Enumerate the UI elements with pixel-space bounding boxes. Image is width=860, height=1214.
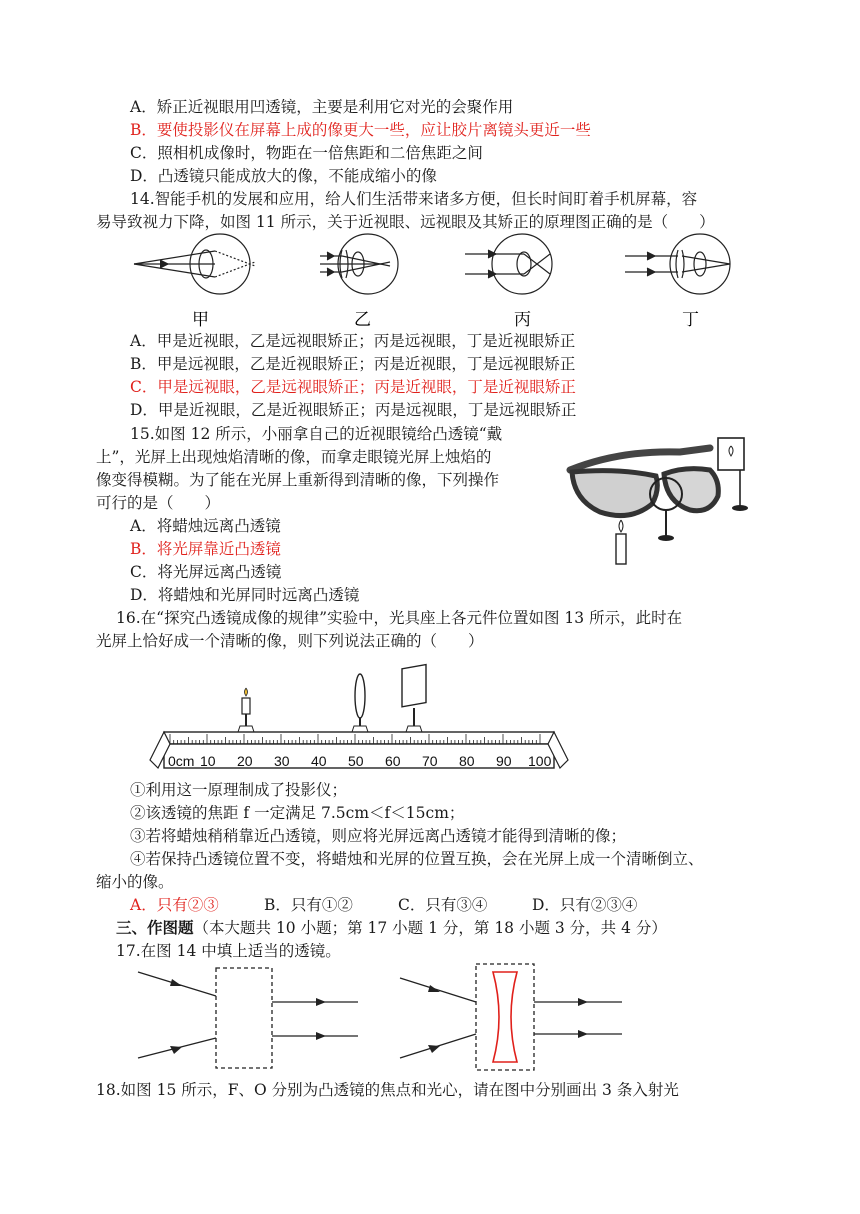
ruler-label-100: 100 xyxy=(528,753,552,769)
q14-option-c-answer: C．甲是远视眼，乙是远视眼矫正；丙是近视眼，丁是近视眼矫正 xyxy=(130,378,576,396)
ruler-label-10: 10 xyxy=(200,753,216,769)
q14-option-a: A．甲是近视眼，乙是远视眼矫正；丙是远视眼，丁是近视眼矫正 xyxy=(130,332,576,350)
q13-option-c: C．照相机成像时，物距在一倍焦距和二倍焦距之间 xyxy=(130,144,483,162)
q14-option-b: B．甲是远视眼，乙是近视眼矫正；丙是近视眼，丁是远视眼矫正 xyxy=(130,355,576,373)
q15-option-a: A．将蜡烛远离凸透镜 xyxy=(130,517,281,535)
eye-diagram-ding xyxy=(625,234,730,294)
figure-label-bing: 丙 xyxy=(514,310,531,330)
eye-diagram-jia xyxy=(134,234,255,294)
q16-statement-1: ①利用这一原理制成了投影仪； xyxy=(130,781,348,799)
ruler-label-90: 90 xyxy=(496,753,512,769)
q15-option-c: C．将光屏远离凸透镜 xyxy=(130,563,282,581)
ruler-label-60: 60 xyxy=(385,753,401,769)
q15-option-b-answer: B．将光屏靠近凸透镜 xyxy=(130,540,281,558)
figure-14-lens-boxes xyxy=(130,962,630,1077)
figure-13-optical-bench xyxy=(140,668,590,778)
figure-label-ding: 丁 xyxy=(682,310,699,330)
section-heading xyxy=(116,917,667,939)
q18-stem: 18.如图 15 所示，F、O 分别为凸透镜的焦点和光心，请在图中分别画出 3 条入射光 xyxy=(96,1081,679,1099)
ruler-label-0: 0cm xyxy=(168,753,195,769)
figure-label-jia: 甲 xyxy=(192,310,209,330)
eye-diagram-yi xyxy=(320,234,398,294)
q17-stem: 17.在图 14 中填上适当的透镜。 xyxy=(116,942,341,960)
q16-statement-3: ③若将蜡烛稍稍靠近凸透镜，则应将光屏远离凸透镜才能得到清晰的像； xyxy=(130,827,627,845)
figure-label-yi: 乙 xyxy=(354,310,371,330)
q16-statement-4-line2: 缩小的像。 xyxy=(96,873,174,891)
q16-option-c: C．只有③④ xyxy=(398,896,488,914)
q16-statement-4-line1: ④若保持凸透镜位置不变，将蜡烛和光屏的位置互换，会在光屏上成一个清晰倒立、 xyxy=(130,850,704,868)
q15-option-d: D．将蜡烛和光屏同时远离凸透镜 xyxy=(130,586,360,604)
q16-statement-2: ②该透镜的焦距 f 一定满足 7.5cm＜f＜15cm； xyxy=(130,804,465,822)
q15-stem-line4: 可行的是（ ） xyxy=(96,494,221,512)
section-title: 三、作图题 xyxy=(116,918,194,937)
ruler-label-50: 50 xyxy=(348,753,364,769)
q13-option-d: D．凸透镜只能成放大的像，不能成缩小的像 xyxy=(130,167,437,185)
q14-stem-line2: 易导致视力下降，如图 11 所示，关于近视眼、远视眼及其矫正的原理图正确的是（ ） xyxy=(96,213,715,231)
ruler-label-20: 20 xyxy=(237,753,253,769)
q14-option-d: D．甲是近视眼，乙是近视眼矫正；丙是远视眼，丁是远视眼矫正 xyxy=(130,401,577,419)
q15-stem-line1: 15.如图 12 所示，小丽拿自己的近视眼镜给凸透镜“戴 xyxy=(130,425,503,443)
ruler-label-30: 30 xyxy=(274,753,290,769)
ruler-label-70: 70 xyxy=(422,753,438,769)
concave-lens-answer xyxy=(493,972,517,1062)
q16-stem-line2: 光屏上恰好成一个清晰的像，则下列说法正确的（ ） xyxy=(96,632,484,650)
eye-diagram-bing xyxy=(465,234,552,294)
figure-11-eye-diagrams xyxy=(120,234,770,334)
figure-12-glasses-illustration xyxy=(560,430,760,580)
section-note: （本大题共 10 小题；第 17 小题 1 分，第 18 小题 3 分，共 4 分） xyxy=(193,919,667,937)
q16-option-a-answer: A．只有②③ xyxy=(130,896,219,914)
q15-stem-line3: 像变得模糊。为了能在光屏上重新得到清晰的像，下列操作 xyxy=(96,471,500,489)
q16-stem-line1: 16.在“探究凸透镜成像的规律”实验中，光具座上各元件位置如图 13 所示，此时在 xyxy=(116,609,683,627)
ruler-label-80: 80 xyxy=(459,753,475,769)
q16-option-d: D．只有②③④ xyxy=(532,896,638,914)
q14-stem-line1: 14.智能手机的发展和应用，给人们生活带来诸多方便，但长时间盯着手机屏幕，容 xyxy=(130,190,698,208)
q13-option-b-answer: B．要使投影仪在屏幕上成的像更大一些，应让胶片离镜头更近一些 xyxy=(130,121,591,139)
q13-option-a: A．矫正近视眼用凹透镜，主要是利用它对光的会聚作用 xyxy=(130,98,514,116)
q16-option-b: B．只有①② xyxy=(264,896,353,914)
ruler-label-40: 40 xyxy=(311,753,327,769)
q15-stem-line2: 上”，光屏上出现烛焰清晰的像，而拿走眼镜光屏上烛焰的 xyxy=(96,448,492,466)
